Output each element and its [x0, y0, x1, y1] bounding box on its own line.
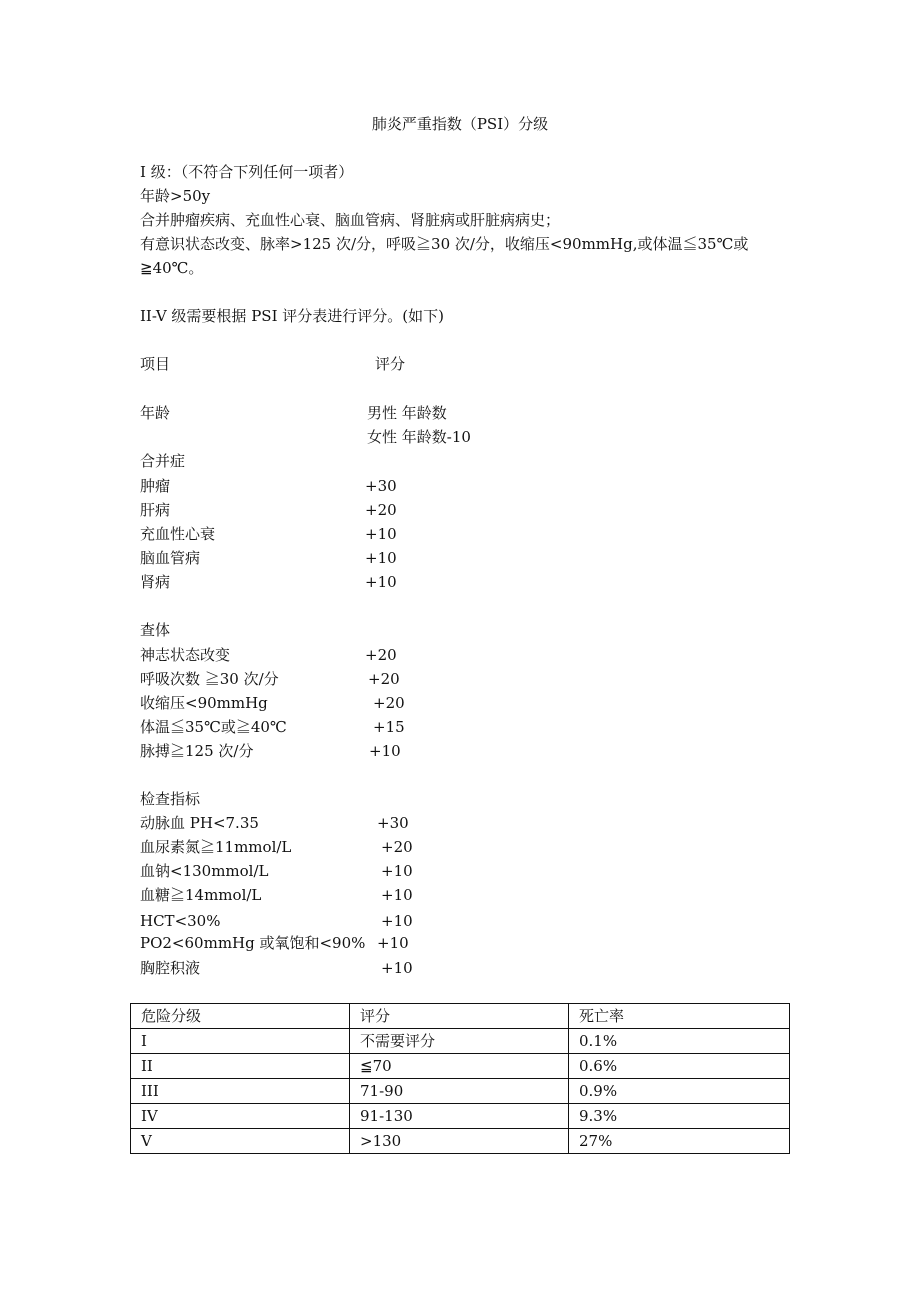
- exam-name: 收缩压<90mmHg: [140, 694, 268, 712]
- table-cell: 0.9%: [569, 1079, 790, 1104]
- table-cell: >130: [350, 1129, 569, 1154]
- grade1-line: 年龄>50y: [140, 187, 211, 205]
- exam-name: 脉搏≧125 次/分: [140, 742, 254, 760]
- header-cell: 危险分级: [131, 1004, 350, 1029]
- table-cell: V: [131, 1129, 350, 1154]
- grade1-line: ≧40℃。: [140, 259, 204, 277]
- labs-name: 动脉血 PH<7.35: [140, 814, 259, 832]
- table-row: [131, 1129, 790, 1154]
- grade2-5-note: II-V 级需要根据 PSI 评分表进行评分。(如下): [140, 307, 444, 325]
- exam-name: 呼吸次数 ≧30 次/分: [140, 670, 279, 688]
- comorbidity-score: +10: [365, 525, 397, 543]
- page-title: 肺炎严重指数（PSI）分级: [371, 115, 549, 133]
- labs-name: HCT<30%: [140, 912, 221, 930]
- table-row: [131, 1104, 790, 1129]
- labs-name: PO2<60mmHg 或氧饱和<90%: [140, 934, 366, 952]
- comorbidity-score: +20: [365, 501, 397, 519]
- table-cell: 9.3%: [569, 1104, 790, 1129]
- risk-table: [130, 1003, 790, 1154]
- labs-score: +10: [381, 912, 413, 930]
- grade1-line: 合并肿瘤疾病、充血性心衰、脑血管病、肾脏病或肝脏病病史；: [140, 211, 561, 229]
- labs-name: 血钠<130mmol/L: [140, 862, 269, 880]
- comorbidity-score: +30: [365, 477, 397, 495]
- exam-score: +15: [373, 718, 405, 736]
- labs-score: +10: [381, 886, 413, 904]
- grade1-line: 有意识状态改变、脉率>125 次/分，呼吸≧30 次/分，收缩压<90mmHg,或体温≦35℃或: [140, 235, 749, 253]
- exam-score: +20: [373, 694, 405, 712]
- comorbidity-name: 肿瘤: [140, 477, 171, 495]
- comorbidity-name: 肝病: [140, 501, 171, 519]
- table-cell: 71-90: [350, 1079, 569, 1104]
- comorbidity-name: 脑血管病: [140, 549, 201, 567]
- labs-score: +10: [381, 862, 413, 880]
- comorbidity-score: +10: [365, 549, 397, 567]
- comorbidity-name: 充血性心衰: [140, 525, 216, 543]
- header-cell: 死亡率: [569, 1004, 790, 1029]
- age-male: 男性 年龄数: [367, 404, 447, 422]
- exam-score: +10: [369, 742, 401, 760]
- comorbidity-heading: 合并症: [140, 452, 186, 470]
- labs-score: +30: [377, 814, 409, 832]
- exam-score: +20: [368, 670, 400, 688]
- table-cell: 0.6%: [569, 1054, 790, 1079]
- age-label: 年龄: [140, 404, 171, 422]
- table-row: [131, 1079, 790, 1104]
- table-cell: ≦70: [350, 1054, 569, 1079]
- exam-name: 神志状态改变: [140, 646, 231, 664]
- table-row: [131, 1054, 790, 1079]
- age-female: 女性 年龄数-10: [367, 428, 471, 446]
- table-cell: III: [131, 1079, 350, 1104]
- table-cell: IV: [131, 1104, 350, 1129]
- labs-score: +10: [377, 934, 409, 952]
- labs-name: 血尿素氮≧11mmol/L: [140, 838, 292, 856]
- score-header-item: 项目: [140, 355, 171, 373]
- table-row: [131, 1029, 790, 1054]
- exam-heading: 查体: [140, 621, 171, 639]
- labs-score: +10: [381, 959, 413, 977]
- table-cell: 不需要评分: [350, 1029, 569, 1054]
- table-cell: 27%: [569, 1129, 790, 1154]
- table-header-row: [131, 1004, 790, 1029]
- labs-name: 血糖≧14mmol/L: [140, 886, 262, 904]
- exam-name: 体温≦35℃或≧40℃: [140, 718, 287, 736]
- comorbidity-name: 肾病: [140, 573, 171, 591]
- labs-score: +20: [381, 838, 413, 856]
- labs-heading: 检查指标: [140, 790, 201, 808]
- grade1-heading: I 级：（不符合下列任何一项者）: [140, 163, 354, 181]
- score-header-score: 评分: [375, 355, 406, 373]
- table-cell: II: [131, 1054, 350, 1079]
- table-cell: 0.1%: [569, 1029, 790, 1054]
- header-cell: 评分: [350, 1004, 569, 1029]
- table-cell: 91-130: [350, 1104, 569, 1129]
- comorbidity-score: +10: [365, 573, 397, 591]
- exam-score: +20: [365, 646, 397, 664]
- table-cell: I: [131, 1029, 350, 1054]
- labs-name: 胸腔积液: [140, 959, 201, 977]
